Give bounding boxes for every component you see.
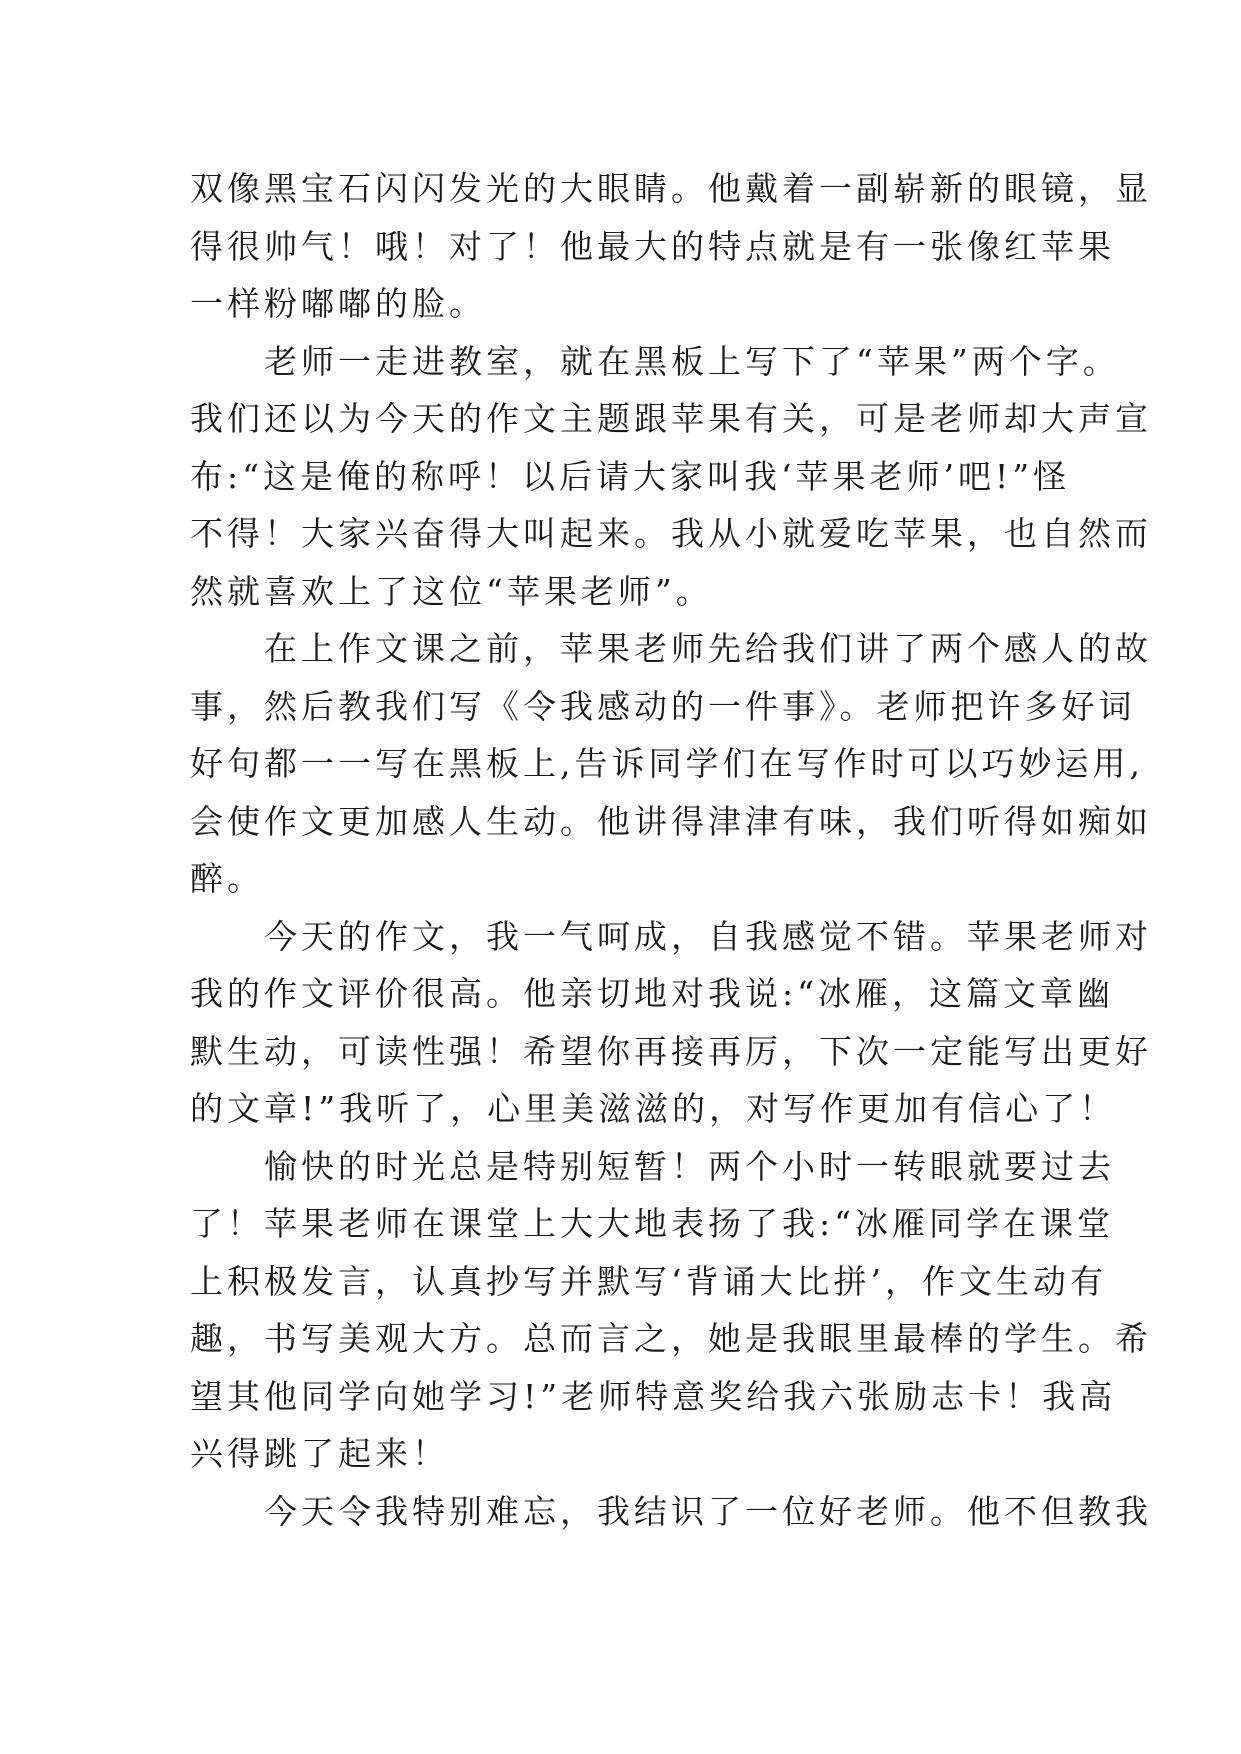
text-line: 兴得跳了起来！ <box>190 1434 449 1473</box>
text-line: 趣，书写美观大方。总而言之，她是我眼里最棒的学生。希 <box>190 1319 1152 1358</box>
text-line: 望其他同学向她学习!”老师特意奖给我六张励志卡！我高 <box>190 1376 1117 1416</box>
text-line: 布:“这是俺的称呼！以后请大家叫我‘苹果老师’吧!”怪 <box>190 456 1071 496</box>
text-line: 默生动，可读性强！希望你再接再厉，下次一定能写出更好 <box>190 1031 1152 1071</box>
paragraph-start-line: 愉快的时光总是特别短暂！两个小时一转眼就要过去 <box>190 1146 1115 1186</box>
essay-body <box>190 160 1152 1540</box>
text-line: 的文章!”我听了，心里美滋滋的，对写作更加有信心了！ <box>190 1089 1117 1128</box>
text-line: 双像黑宝石闪闪发光的大眼睛。他戴着一副崭新的眼镜，显 <box>190 169 1152 208</box>
paragraph-start-line: 在上作文课之前，苹果老师先给我们讲了两个感人的故 <box>190 629 1152 668</box>
paragraph-start-line: 老师一走进教室，就在黑板上写下了“苹果”两个字。 <box>190 341 1120 381</box>
text-line: 会使作文更加感人生动。他讲得津津有味，我们听得如痴如 <box>190 801 1152 841</box>
text-line: 好句都一一写在黑板上,告诉同学们在写作时可以巧妙运用, <box>190 744 1144 783</box>
text-line: 醉。 <box>190 859 264 898</box>
paragraph-start-line: 今天的作文，我一气呵成，自我感觉不错。苹果老师对 <box>190 916 1152 956</box>
text-line: 事，然后教我们写《令我感动的一件事》。老师把许多好词 <box>190 686 1136 726</box>
text-line: 得很帅气！哦！对了！他最大的特点就是有一张像红苹果 <box>190 226 1115 266</box>
text-line: 然就喜欢上了这位“苹果老师”。 <box>190 571 713 611</box>
paragraph-start-line: 今天令我特别难忘，我结识了一位好老师。他不但教我 <box>190 1491 1152 1531</box>
text-line: 我的作文评价很高。他亲切地对我说:“冰雁，这篇文章幽 <box>190 974 1114 1013</box>
text-line: 了！苹果老师在课堂上大大地表扬了我:“冰雁同学在课堂 <box>190 1204 1114 1243</box>
text-line: 上积极发言，认真抄写并默写‘背诵大比拼’，作文生动有 <box>190 1261 1107 1301</box>
text-line: 我们还以为今天的作文主题跟苹果有关，可是老师却大声宣 <box>190 399 1152 438</box>
text-line: 一样粉嘟嘟的脸。 <box>190 284 486 323</box>
text-line: 不得！大家兴奋得大叫起来。我从小就爱吃苹果，也自然而 <box>190 514 1152 553</box>
